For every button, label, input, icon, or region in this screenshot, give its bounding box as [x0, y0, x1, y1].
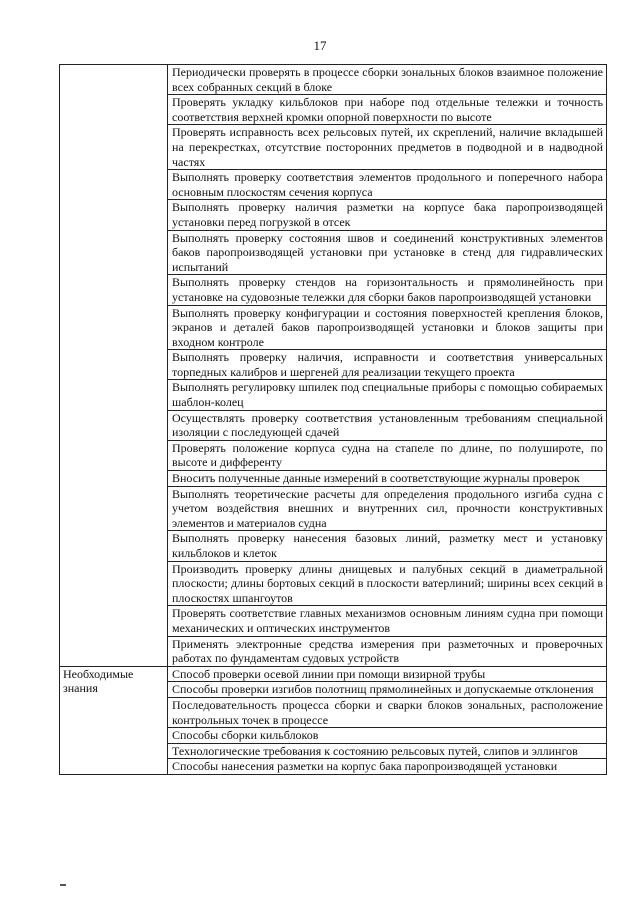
knowledge-item: Способы сборки кильблоков — [168, 728, 607, 744]
skill-item: Проверять положение корпуса судна на стапеле по длине, по полушироте, по высоте и дифференту — [168, 440, 607, 470]
skill-item: Выполнять проверку нанесения базовых линий, разметку мест и установку кильблоков и клеток — [168, 531, 607, 561]
skill-item: Выполнять проверку наличия, исправности и соответствия универсальных торпедных калибров и шергеней для реализации текущего проекта — [168, 350, 607, 380]
scan-mark — [60, 884, 66, 886]
skill-item: Производить проверку длины днищевых и палубных секций в диаметральной плоскости; длины бортовых секций в плоскости ватерлиний; ширины всех секций в плоскостях шпангоутов — [168, 561, 607, 606]
skill-item: Проверять соответствие главных механизмов основным линиям судна при помощи механических и оптических инструментов — [168, 606, 607, 636]
skill-item: Проверять исправность всех рельсовых путей, их скреплений, наличие вкладышей на перекрестках, отсутствие посторонних предметов в подводной и в надводной частях — [168, 125, 607, 170]
skill-item: Проверять укладку кильблоков при наборе под отдельные тележки и точность соответствия верхней кромки опорной поверхности по высоте — [168, 95, 607, 125]
skill-item: Выполнять проверку конфигурации и состояния поверхностей крепления блоков, экранов и деталей баков паропроизводящей установки и блоков защиты при входном контроле — [168, 305, 607, 350]
competency-table — [59, 64, 607, 775]
knowledge-item: Последовательность процесса сборки и сварки блоков зональных, расположение контрольных точек в процессе — [168, 697, 607, 727]
skill-item: Применять электронные средства измерения при разметочных и проверочных работах по фундаментам судовых устройств — [168, 636, 607, 666]
skill-item: Вносить полученные данные измерений в соответствующие журналы проверок — [168, 471, 607, 487]
skill-item: Выполнять проверку состояния швов и соединений конструктивных элементов баков паропроизводящей установки при установке в стенд для гидравлических испытаний — [168, 230, 607, 275]
knowledge-item: Способы нанесения разметки на корпус бака паропроизводящей установки — [168, 759, 607, 775]
skill-item: Периодически проверять в процессе сборки зональных блоков взаимное положение всех собранных секций в блоке — [168, 65, 607, 95]
knowledge-item: Технологические требования к состоянию рельсовых путей, слипов и эллингов — [168, 743, 607, 759]
skill-item: Выполнять теоретические расчеты для определения продольного изгиба судна с учетом воздействия внешних и внутренних сил, прочности конструктивных элементов и материалов судна — [168, 486, 607, 531]
skill-item: Выполнять проверку соответствия элементов продольного и поперечного набора основным плоскостям сечения корпуса — [168, 170, 607, 200]
skill-item: Выполнять регулировку шпилек под специальные приборы с помощью собираемых шаблон-колец — [168, 380, 607, 410]
knowledge-item: Способ проверки осевой линии при помощи визирной трубы — [168, 666, 607, 682]
skill-item: Осуществлять проверку соответствия установленным требованиям специальной изоляции с последующей сдачей — [168, 410, 607, 440]
table-row — [60, 666, 607, 682]
skills-label-cell — [60, 65, 168, 667]
knowledge-item: Способы проверки изгибов полотнищ прямолинейных и допускаемые отклонения — [168, 682, 607, 698]
table-row — [60, 65, 607, 95]
page-number: 17 — [313, 38, 327, 53]
skill-item: Выполнять проверку наличия разметки на корпусе бака паропроизводящей установки перед погрузкой в отсек — [168, 200, 607, 230]
skill-item: Выполнять проверку стендов на горизонтальность и прямолинейность при установке на судовозные тележки для сборки баков паропроизводящей установки — [168, 275, 607, 305]
knowledge-label-cell: Необходимые знания — [60, 666, 168, 774]
